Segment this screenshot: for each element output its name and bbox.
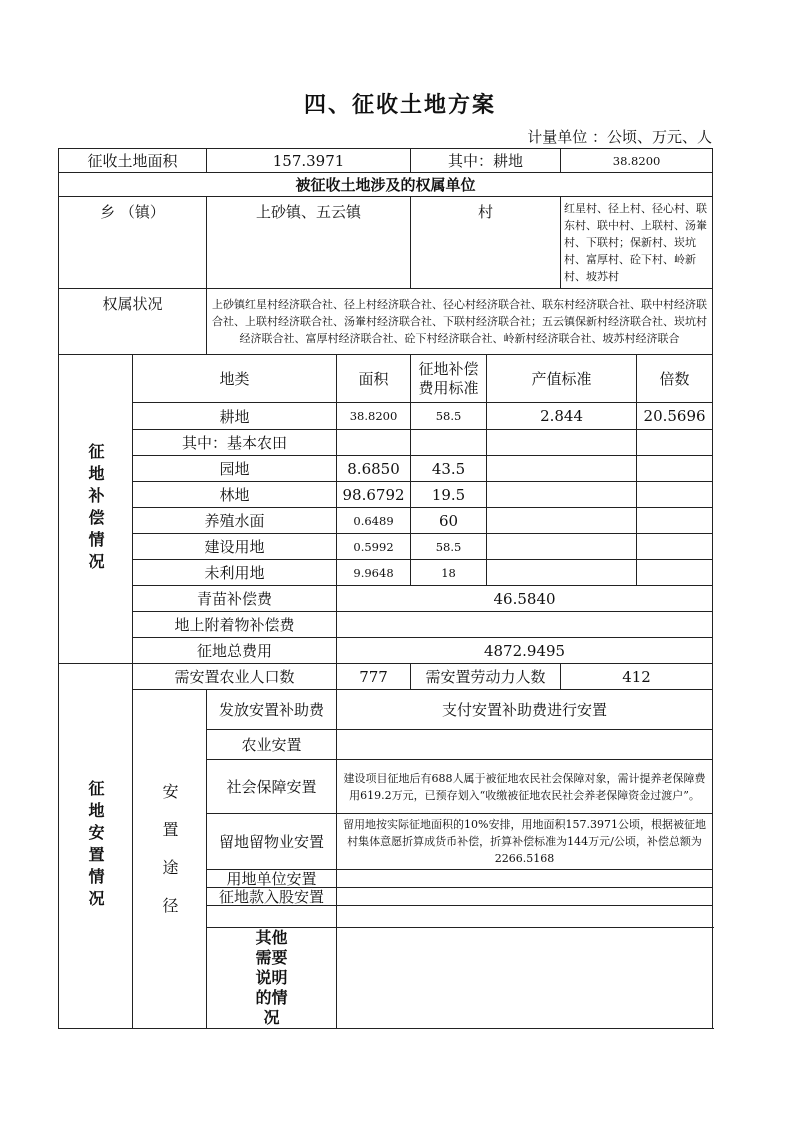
standard-cell: 19.5 — [411, 482, 487, 508]
resettlement-section-label: 征地安置情况 — [59, 664, 133, 1029]
way-label: 征地款入股安置 — [207, 888, 337, 906]
ownership-section-title: 被征收土地涉及的权属单位 — [59, 173, 713, 197]
col-output: 产值标准 — [487, 355, 637, 403]
way-value: 留用地按实际征地面积的10%安排，用地面积157.3971公顷，根据被征地村集体意愿折算成货币补偿，折算补偿标准为144万元/公顷，补偿总额为2266.5168 — [337, 814, 713, 870]
land-type-cell: 耕地 — [133, 403, 337, 430]
way-value — [337, 888, 713, 906]
way-value — [337, 870, 713, 888]
way-value: 建设项目征地后有688人属于被征地农民社会保障对象，需计提养老保障费用619.2万元，已预存划入“收缴被征地农民社会养老保障资金过渡户”。 — [337, 760, 713, 814]
output-cell — [487, 508, 637, 534]
output-cell — [487, 430, 637, 456]
col-land-type: 地类 — [133, 355, 337, 403]
acquisition-area-value: 157.3971 — [207, 149, 411, 173]
col-standard: 征地补偿费用标准 — [411, 355, 487, 403]
multiple-cell — [637, 430, 713, 456]
ownership-status-label: 权属状况 — [59, 289, 207, 355]
area-cell: 38.8200 — [337, 403, 411, 430]
way-label: 留地留物业安置 — [207, 814, 337, 870]
compensation-section-label: 征地补偿情况 — [59, 355, 133, 664]
town-label: 乡 （镇） — [59, 197, 207, 289]
land-type-cell: 园地 — [133, 456, 337, 482]
way-label: 发放安置补助费 — [207, 690, 337, 730]
land-type-cell: 其中：基本农田 — [133, 430, 337, 456]
standard-cell: 18 — [411, 560, 487, 586]
land-acquisition-form — [58, 148, 713, 1029]
village-label: 村 — [411, 197, 561, 289]
town-value: 上砂镇、五云镇 — [207, 197, 411, 289]
area-cell: 98.6792 — [337, 482, 411, 508]
land-type-cell: 未利用地 — [133, 560, 337, 586]
output-cell — [487, 534, 637, 560]
land-type-cell: 林地 — [133, 482, 337, 508]
multiple-cell: 20.5696 — [637, 403, 713, 430]
output-cell: 2.844 — [487, 403, 637, 430]
multiple-cell — [637, 508, 713, 534]
way-label: 社会保障安置 — [207, 760, 337, 814]
area-cell: 9.9648 — [337, 560, 411, 586]
total-value: 4872.9495 — [337, 638, 713, 664]
col-area: 面积 — [337, 355, 411, 403]
way-label: 用地单位安置 — [207, 870, 337, 888]
village-value: 红星村、径上村、径心村、联东村、联中村、上联村、汤輋村、下联村；保新村、崁坑村、富厚村、砼下村、岭新村、坡苏村 — [561, 197, 713, 289]
unit-note: 计量单位 ：公顷、万元、人 — [527, 128, 712, 146]
labor-value: 412 — [561, 664, 713, 690]
output-cell — [487, 560, 637, 586]
way-label: 农业安置 — [207, 730, 337, 760]
cultivated-value: 38.8200 — [561, 149, 713, 173]
seedling-value: 46.5840 — [337, 586, 713, 612]
multiple-cell — [637, 534, 713, 560]
multiple-cell — [637, 482, 713, 508]
area-cell: 0.6489 — [337, 508, 411, 534]
attachment-label: 地上附着物补偿费 — [133, 612, 337, 638]
way-value — [337, 730, 713, 760]
acquisition-area-label: 征收土地面积 — [59, 149, 207, 173]
area-cell: 8.6850 — [337, 456, 411, 482]
standard-cell: 60 — [411, 508, 487, 534]
attachment-value — [337, 612, 713, 638]
standard-cell: 58.5 — [411, 403, 487, 430]
land-type-cell: 建设用地 — [133, 534, 337, 560]
standard-cell: 58.5 — [411, 534, 487, 560]
labor-label: 需安置劳动力人数 — [411, 664, 561, 690]
seedling-label: 青苗补偿费 — [133, 586, 337, 612]
other-label: 其他需要说明的情况 — [207, 928, 337, 1029]
land-type-cell: 养殖水面 — [133, 508, 337, 534]
standard-cell — [411, 430, 487, 456]
population-label: 需安置农业人口数 — [133, 664, 337, 690]
standard-cell: 43.5 — [411, 456, 487, 482]
ownership-status-value: 上砂镇红星村经济联合社、径上村经济联合社、径心村经济联合社、联东村经济联合社、联中村经济联合社、上联村经济联合社、汤輋村经济联合社、下联村经济联合社；五云镇保新村经济联合社、崁坑村经济联合社、富厚村经济联合社、砼下村经济联合社、岭新村经济联合社、坡苏村经济联合 — [207, 289, 713, 355]
way-value — [337, 906, 713, 928]
population-value: 777 — [337, 664, 411, 690]
page-title: 四、征收土地方案 — [303, 92, 496, 118]
col-multiple: 倍数 — [637, 355, 713, 403]
multiple-cell — [637, 456, 713, 482]
way-label — [207, 906, 337, 928]
multiple-cell — [637, 560, 713, 586]
cultivated-label: 其中：耕地 — [411, 149, 561, 173]
area-cell — [337, 430, 411, 456]
area-cell: 0.5992 — [337, 534, 411, 560]
resettlement-ways-label: 安置途径 — [133, 690, 207, 1029]
total-label: 征地总费用 — [133, 638, 337, 664]
output-cell — [487, 482, 637, 508]
output-cell — [487, 456, 637, 482]
way-value: 支付安置补助费进行安置 — [337, 690, 713, 730]
other-value — [337, 928, 713, 1029]
